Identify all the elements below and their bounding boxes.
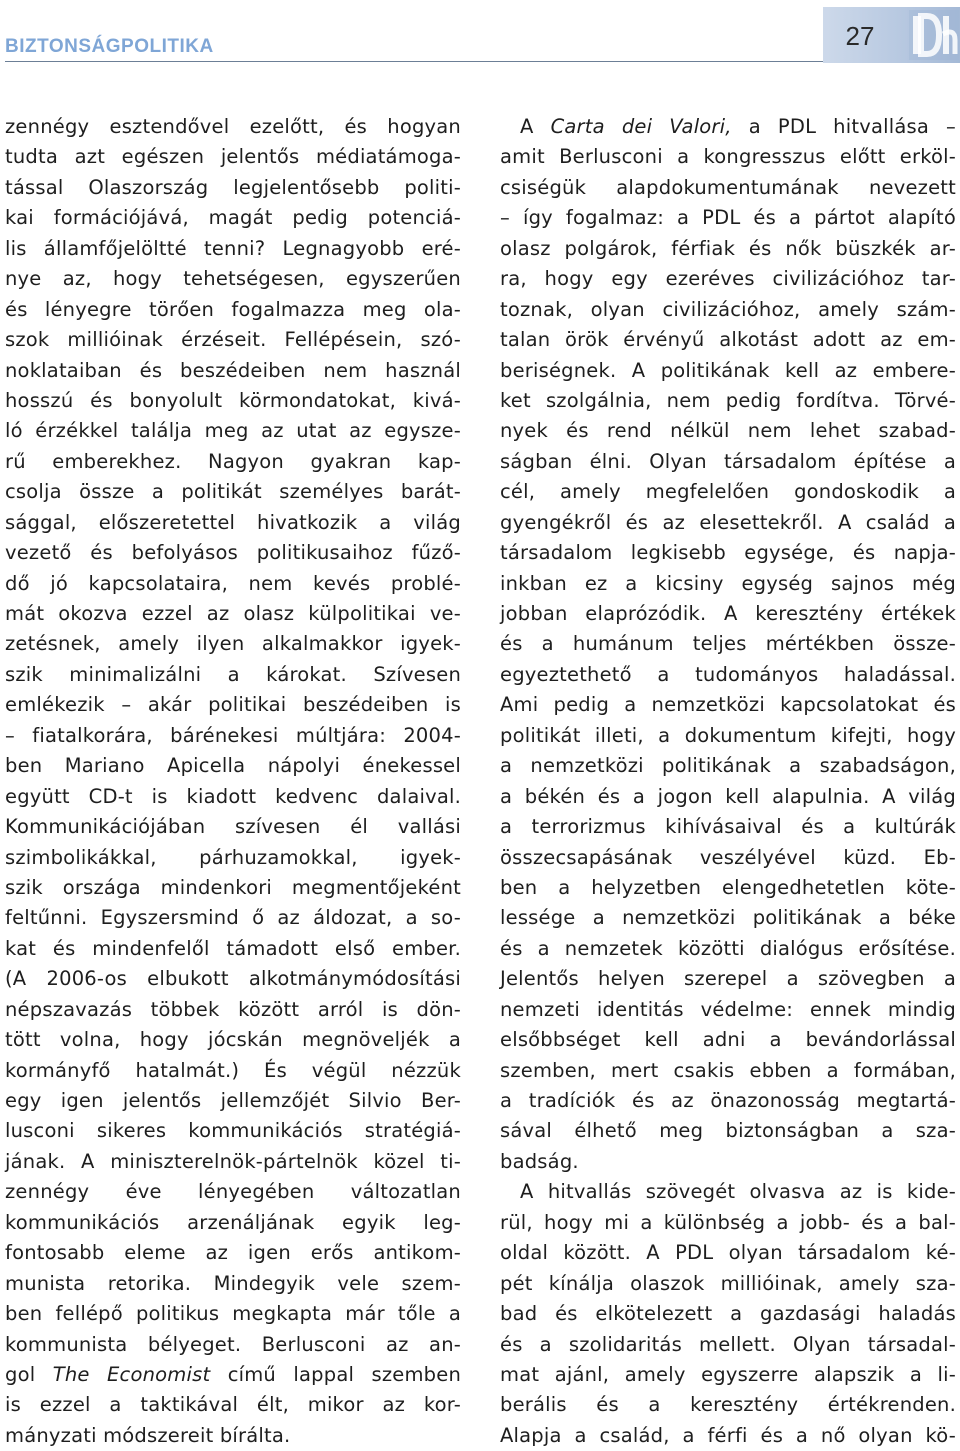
text-line: rű emberekhez. Nagyon gyakran kap-	[5, 449, 461, 473]
text-line: és a szolidaritás mellett. Olyan társadal-	[500, 1332, 956, 1356]
text-line: mat ajánl, amely egyszerre alapszik a li-	[500, 1362, 956, 1386]
publication-logo-icon	[909, 10, 959, 60]
text-line: jának. A miniszterelnök-pártelnök közel ti-	[5, 1149, 461, 1173]
text-line: zennégy éve lényegében változatlan	[5, 1180, 461, 1204]
text-line: népszavazás többek között arról is dön-	[5, 997, 461, 1021]
text-line: dő jó kapcsolataira, nem kevés problé-	[5, 571, 461, 595]
text-line: ben Mariano Apicella nápolyi énekessel	[5, 754, 461, 778]
text-line: noklataiban és beszédeiben nem használ	[5, 358, 461, 382]
text-line: lusconi sikeres kommunikációs stratégiá-	[5, 1119, 461, 1143]
text-line: emlékezik – akár politikai beszédeiben is	[5, 693, 461, 717]
text-line: lis államfőjelöltté tenni? Legnagyobb eré-	[5, 236, 461, 260]
text-line: együtt CD-t is kiadott kedvenc dalaival.	[5, 784, 461, 808]
text-line: ló érzékkel találja meg az utat az egysze-	[5, 419, 461, 443]
text-line: társadalom legkisebb egysége, és napja-	[500, 541, 956, 565]
text-line: ságban élni. Olyan társadalom építése a	[500, 449, 956, 473]
section-title: BIZTONSÁGPOLITIKA	[5, 36, 214, 57]
text-line: egyeztethető a tudományos haladással.	[500, 662, 956, 686]
text-line: elsőbbséget kell adni a bevándorlással	[500, 1028, 956, 1052]
text-line: kat és mindenfelől támadott első ember.	[5, 936, 461, 960]
text-line: nye az, hogy tehetségesen, egyszerűen	[5, 267, 461, 291]
text-line: kommunikációs arzenáljának egyik leg-	[5, 1210, 461, 1234]
text-line: berális és a keresztény értékrenden.	[500, 1393, 956, 1417]
text-line: cél, amely megfelelően gondoskodik a	[500, 480, 956, 504]
text-line: sával élhető meg biztonságban a sza-	[500, 1119, 956, 1143]
text-line: összecsapásának veszélyével küzd. Eb-	[500, 845, 956, 869]
text-line: oldal között. A PDL olyan társadalom ké-	[500, 1241, 956, 1265]
text-line: szemben, mert csakis ebben a formában,	[500, 1058, 956, 1082]
text-line: kormányfő hatalmát.) És végül nézzük	[5, 1058, 461, 1082]
page-number: 27	[845, 21, 875, 51]
text-line: talan örök érvényű alkotást adott az em-	[500, 328, 956, 352]
text-line: szik minimalizálni a károkat. Szívesen	[5, 662, 461, 686]
text-line: mát okozva ezzel az olasz külpolitikai ve-	[5, 602, 461, 625]
text-line: kommunista bélyeget. Berlusconi az an-	[5, 1332, 461, 1356]
text-line: Kommunikációjában szívesen él vallási	[5, 815, 461, 839]
text-line: sággal, előszeretettel hivatkozik a világ	[5, 510, 461, 534]
header-rule	[5, 61, 823, 62]
text-line: gol The Economist című lappal szemben	[5, 1362, 462, 1386]
text-line: nyek és rend nélkül nem lehet szabad-	[500, 419, 956, 443]
text-line: toznak, olyan civilizációhoz, amely szám-	[500, 297, 956, 321]
text-line: beriségnek. A politikának kell az embere-	[500, 358, 956, 382]
text-line: ket szolgálnia, nem pedig fordítva. Törvé-	[500, 388, 956, 412]
text-line: szimbolikákkal, párhuzamokkal, igyek-	[5, 845, 461, 869]
text-line: csolja össze a politikát személyes barát-	[5, 480, 461, 504]
text-line: badság.	[500, 1149, 579, 1173]
text-line: a tradíciók és az önazonosság megtartá-	[500, 1089, 956, 1112]
text-line: – fiatalkorára, bárénekesi múltjára: 2004-	[5, 723, 461, 747]
text-line: gyengékről és az elesettekről. A család a	[500, 510, 956, 534]
text-line: mányzati módszereit bírálta.	[5, 1423, 291, 1447]
text-line: tött volna, hogy jócskán megnöveljék a	[5, 1028, 461, 1052]
text-line: és lényegre törően fogalmazza meg ola-	[5, 297, 461, 321]
text-line: fontosabb eleme az igen erős antikom-	[5, 1241, 461, 1265]
text-line: a terrorizmus kihívásaival és a kultúrák	[500, 815, 956, 839]
text-line: A hitvallás szövegét olvasva az is kide-	[520, 1180, 956, 1204]
text-line: bad és elkötelezett a gazdasági haladás	[500, 1302, 956, 1326]
text-line: és a humánum teljes mértékben össze-	[500, 632, 956, 656]
text-line: – így fogalmaz: a PDL és a pártot alapító	[500, 206, 956, 230]
text-line: is ezzel a taktikával élt, mikor az kor-	[5, 1393, 461, 1417]
text-line: egy igen jelentős jellemzőjét Silvio Ber-	[5, 1089, 461, 1112]
text-line: ben a helyzetben elengedhetetlen köte-	[500, 875, 956, 899]
text-line: lessége a nemzetközi politikának a béke	[500, 906, 956, 930]
text-line: tudta azt egészen jelentős médiatámoga-	[5, 145, 461, 169]
text-line: pét kínálja olaszok millióinak, amely sza-	[500, 1271, 956, 1295]
text-line: a békén és a jogon kell alapulnia. A világ	[500, 784, 956, 808]
text-line: jobban elaprózódik. A keresztény értékek	[500, 602, 956, 625]
text-line: (A 2006-os elbukott alkotmánymódosítási	[5, 967, 461, 991]
text-line: csiségük alapdokumentumának nevezett	[500, 175, 956, 199]
text-line: amit Berlusconi a kongresszus előtt erköl-	[500, 145, 956, 169]
right-text-column	[500, 112, 956, 1451]
text-line: zennégy esztendővel ezelőtt, és hogyan	[5, 115, 461, 138]
text-line: ben fellépő politikus megkapta már tőle a	[5, 1302, 461, 1326]
text-line: olasz polgárok, férfiak és nők büszkék ar-	[500, 236, 956, 260]
text-line: Ami pedig a nemzetközi kapcsolatokat és	[500, 693, 956, 717]
text-line: tással Olaszország legjelentősebb politi-	[5, 175, 461, 199]
page-number-box	[823, 7, 960, 63]
text-line: kai formációjává, magát pedig potenciá-	[5, 206, 461, 230]
text-line: A Carta dei Valori, a PDL hitvallása –	[520, 115, 956, 138]
text-line: feltűnni. Egyszersmind ő az áldozat, a so-	[5, 906, 461, 930]
text-line: hosszú és bonyolult körmondatokat, kivá-	[5, 388, 461, 412]
text-line: munista retorika. Mindegyik vele szem-	[5, 1271, 461, 1295]
text-line: inkban ez a kicsiny egység sajnos még	[500, 571, 956, 595]
text-line: nemzeti identitás védelme: ennek mindig	[500, 997, 956, 1021]
text-line: szik országa mindenkori megmentőjeként	[5, 875, 461, 899]
text-line: vezető és befolyásos politikusaihoz fűző-	[5, 541, 461, 565]
text-line: rül, hogy mi a különbség a jobb- és a bal-	[500, 1210, 956, 1234]
text-line: szok millióinak érzéseit. Fellépésein, szó-	[5, 328, 461, 352]
text-line: zetésnek, amely ilyen alkalmakkor igyek-	[5, 632, 461, 656]
left-text-column	[5, 112, 461, 1451]
text-line: Alapja a család, a férfi és a nő olyan kö-	[500, 1423, 956, 1447]
text-line: ra, hogy egy ezeréves civilizációhoz tar-	[500, 267, 956, 291]
text-line: Jelentős helyen szerepel a szövegben a	[500, 967, 956, 991]
text-line: a nemzetközi politikának a szabadságon,	[500, 754, 956, 778]
text-line: és a nemzetek közötti dialógus erősítése.	[500, 936, 956, 960]
text-line: politikát illeti, a dokumentum kifejti, hogy	[500, 723, 956, 747]
